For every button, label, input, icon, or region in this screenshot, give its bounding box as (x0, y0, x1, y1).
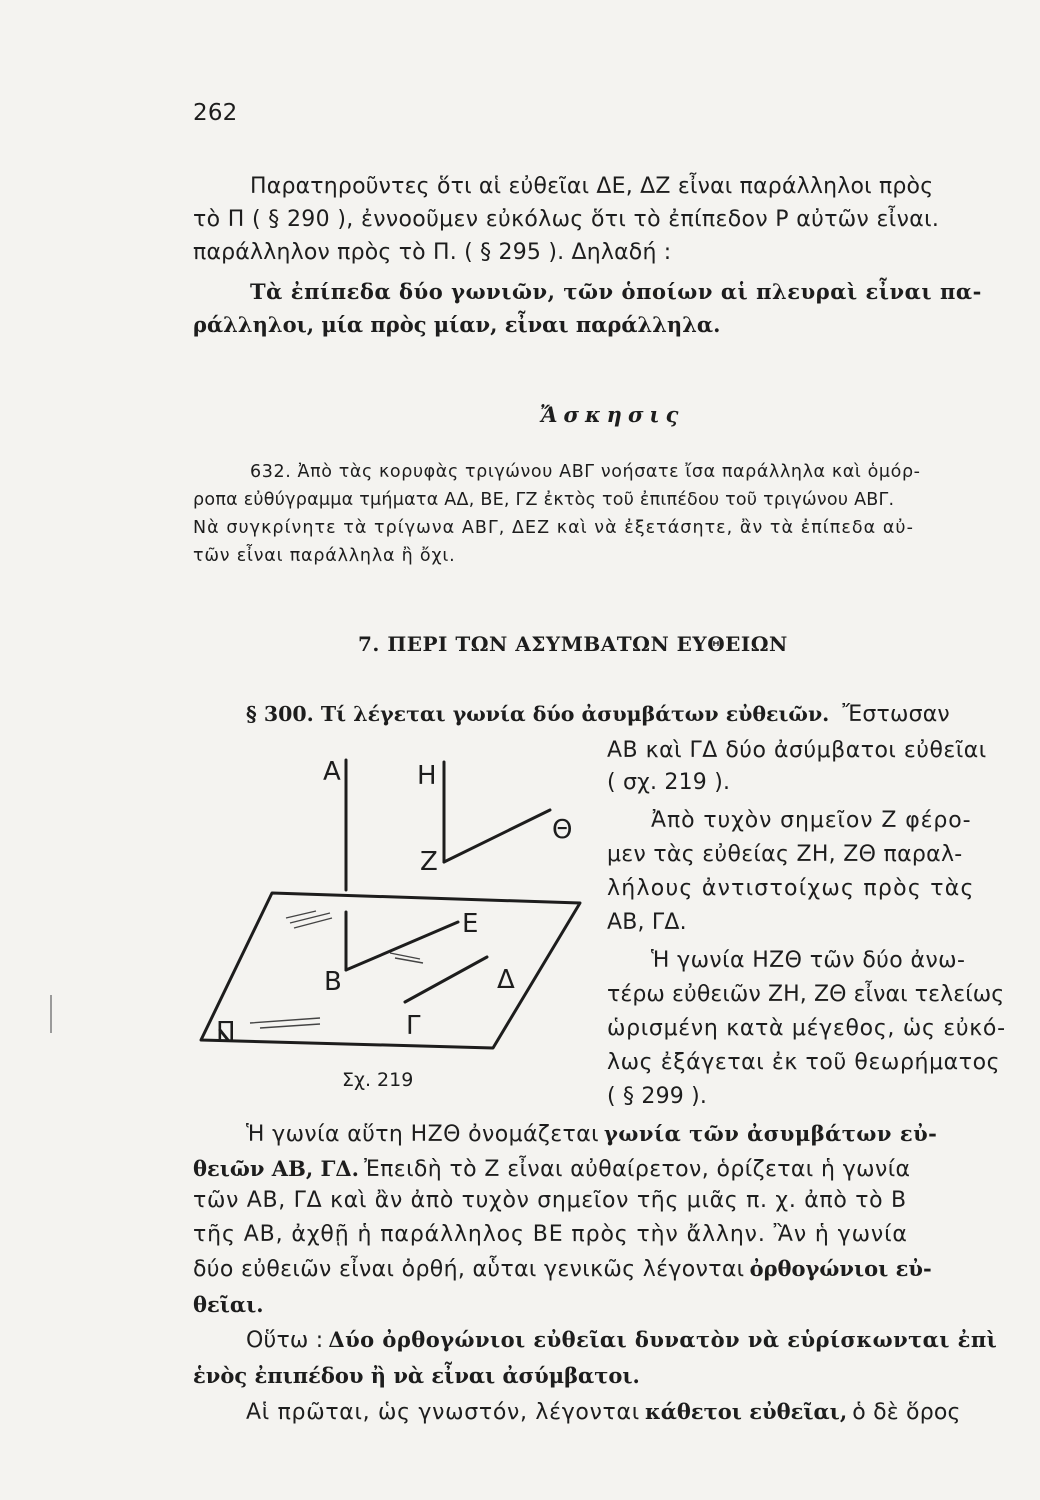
outo-line1-b: Δύο ὀρθογώνιοι εὐθεῖαι δυνατὸν νὰ εὑρίσκωνται ἐπὶ (328, 1327, 998, 1352)
angle-line1 (246, 1121, 937, 1147)
plane-pi (201, 893, 580, 1048)
figure-caption: Σχ. 219 (342, 1069, 414, 1091)
label-theta: Θ (552, 815, 573, 845)
label-a: Α (323, 757, 341, 787)
outo-line2: ἑνὸς ἐπιπέδου ἢ νὰ εἶναι ἀσύμβατοι. (193, 1363, 640, 1388)
angle-line1-b: γωνία τῶν ἀσυμβάτων εὐ- (604, 1121, 938, 1146)
right-line: ( σχ. 219 ). (607, 770, 731, 795)
hatch-3 (390, 953, 423, 963)
section-300-head-rest: Ἔστωσαν (842, 702, 950, 727)
last-line-a: Αἱ πρῶται, ὡς γνωστόν, λέγονται (246, 1400, 640, 1425)
theorem-line1: Τὰ ἐπίπεδα δύο γωνιῶν, τῶν ὁποίων αἱ πλευραὶ εἶναι πα- (250, 279, 982, 304)
hatch-2 (250, 1018, 320, 1028)
exercise-632-line2: ροπα εὐθύγραμμα τμήματα ΑΔ, ΒΕ, ΓΖ ἐκτὸς τοῦ ἐπιπέδου τοῦ τριγώνου ΑΒΓ. (193, 490, 895, 510)
label-z: Ζ (420, 847, 438, 877)
outo-line1-a: Οὕτω : (246, 1328, 324, 1353)
label-pi: Π (216, 1017, 236, 1047)
right-line: ( § 299 ). (607, 1084, 708, 1109)
para1-line1 (250, 174, 1020, 199)
para1-line1-text: Παρατηροῦντες ὅτι αἱ εὐθεῖαι ΔΕ, ΔΖ εἶναι παράλληλοι πρὸς (250, 174, 934, 199)
last-line-c: ὁ δὲ ὅρος (852, 1400, 961, 1425)
angle-line5 (193, 1256, 932, 1282)
right-line: ΑΒ, ΓΔ. (607, 910, 687, 935)
right-line: λήλους ἀντιστοίχως πρὸς τὰς (607, 876, 975, 901)
para1-line2: τὸ Π ( § 290 ), ἐννοοῦμεν εὐκόλως ὅτι τὸ ἐπίπεδον Ρ αὐτῶν εἶναι. (193, 207, 940, 232)
right-line: Ἡ γωνία ΗΖΘ τῶν δύο ἀνω- (651, 948, 966, 973)
outo-line1 (246, 1327, 997, 1353)
label-e: Ε (462, 909, 479, 939)
angle-line5-a: δύο εὐθειῶν εἶναι ὀρθή, αὗται γενικῶς λέγονται (193, 1257, 745, 1282)
theorem-line2: ράλληλοι, μία πρὸς μίαν, εἶναι παράλληλα. (193, 312, 721, 337)
line-gamma-delta (405, 957, 487, 1002)
last-line-b: κάθετοι εὐθεῖαι, (644, 1399, 848, 1424)
right-line: Ἀπὸ τυχὸν σημεῖον Ζ φέρο- (651, 808, 972, 833)
exercises-heading: Ἄσκησις (540, 402, 685, 427)
right-line: μεν τὰς εὐθείας ΖΗ, ΖΘ παραλ- (607, 842, 963, 867)
page-number: 262 (193, 100, 238, 126)
scan-mark (50, 995, 52, 1033)
hatch-1 (286, 911, 332, 928)
label-b: Β (324, 967, 342, 997)
label-h: Η (417, 761, 437, 791)
label-gamma: Γ (406, 1011, 421, 1041)
last-line (246, 1399, 961, 1425)
exercise-632-line3: Νὰ συγκρίνητε τὰ τρίγωνα ΑΒΓ, ΔΕΖ καὶ νὰ ἐξετάσητε, ἂν τὰ ἐπίπεδα αὐ- (193, 518, 914, 538)
angle-line4: τῆς ΑΒ, ἀχθῇ ἡ παράλληλος ΒΕ πρὸς τὴν ἄλλην. Ἂν ἡ γωνία (193, 1222, 908, 1247)
right-line: λως ἐξάγεται ἐκ τοῦ θεωρήματος (607, 1050, 1001, 1075)
section-300-head (246, 702, 950, 727)
angle-line6: θεῖαι. (193, 1292, 264, 1317)
right-line: ὡρισμένη κατὰ μέγεθος, ὡς εὐκό- (607, 1016, 1006, 1041)
label-delta: Δ (497, 965, 515, 995)
section-300-head-bold: § 300. Τί λέγεται γωνία δύο ἀσυμβάτων εὐθειῶν. (246, 702, 830, 726)
para1-line3: παράλληλον πρὸς τὸ Π. ( § 295 ). Δηλαδή : (193, 240, 672, 265)
exercise-632-line1: 632. Ἀπὸ τὰς κορυφὰς τριγώνου ΑΒΓ νοήσατε ἴσα παράλληλα καὶ ὁμόρ- (250, 462, 921, 482)
right-line: τέρω εὐθειῶν ΖΗ, ΖΘ εἶναι τελείως (607, 982, 1005, 1007)
figure-219 (190, 740, 590, 1100)
angle-line5-b: ὀρθογώνιοι εὐ- (749, 1256, 932, 1281)
exercise-632-line4: τῶν εἶναι παράλληλα ἢ ὄχι. (193, 546, 456, 566)
angle-line1-a: Ἡ γωνία αὕτη ΗΖΘ ὀνομάζεται (246, 1122, 599, 1147)
angle-line3: τῶν ΑΒ, ΓΔ καὶ ἂν ἀπὸ τυχὸν σημεῖον τῆς μιᾶς π. χ. ἀπὸ τὸ Β (193, 1188, 907, 1213)
line-z-theta (444, 810, 550, 862)
right-line: ΑΒ καὶ ΓΔ δύο ἀσύμβατοι εὐθεῖαι (607, 738, 987, 763)
angle-line2-a: θειῶν ΑΒ, ΓΔ. (193, 1156, 359, 1181)
section-title: 7. ΠΕΡΙ ΤΩΝ ΑΣΥΜΒΑΤΩΝ ΕΥΘΕΙΩΝ (358, 632, 788, 656)
angle-line2-b: Ἐπειδὴ τὸ Ζ εἶναι αὐθαίρετον, ὁρίζεται ἡ γωνία (364, 1157, 911, 1182)
line-b-e (346, 922, 458, 970)
angle-line2 (193, 1156, 910, 1182)
section-300-right-column (607, 738, 1022, 1118)
